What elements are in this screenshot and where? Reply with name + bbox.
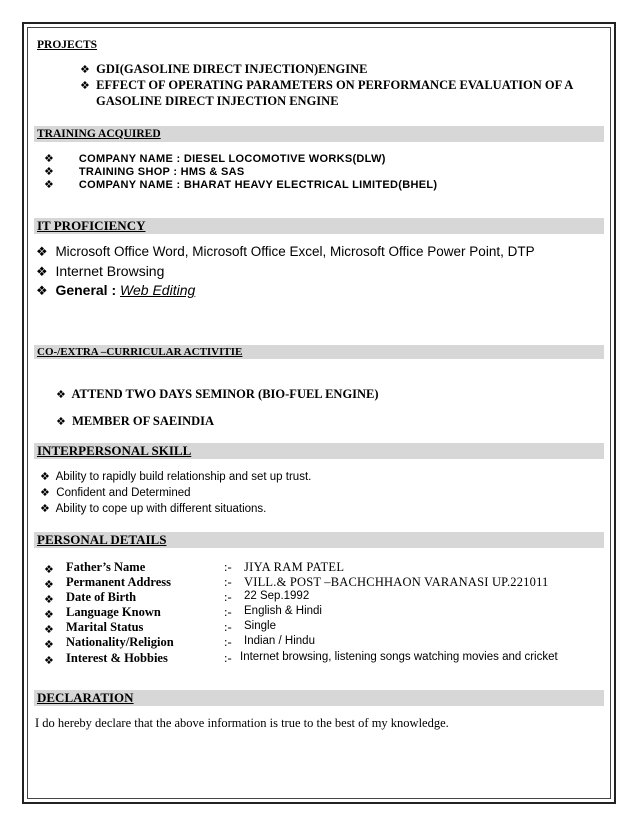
interpersonal-item-2: ❖ Confident and Determined [40, 486, 191, 499]
declaration-text: I do hereby declare that the above information is true to the best of my knowledge. [35, 716, 449, 730]
personal-separator: :- [224, 651, 232, 665]
co-item-1: ❖ ATTEND TWO DAYS SEMINOR (BIO-FUEL ENGINE) [56, 387, 379, 401]
bullet-icon: ❖ [56, 388, 66, 401]
training-header: TRAINING ACQUIRED [34, 126, 604, 142]
bullet-icon: ❖ [44, 178, 55, 191]
bullet-icon: ❖ [44, 593, 54, 606]
bullet-icon: ❖ [44, 165, 55, 178]
project-item-2: ❖ EFFECT OF OPERATING PARAMETERS ON PERFORMANCE EVALUATION OF A [80, 78, 574, 92]
training-item-1: ❖ COMPANY NAME : DIESEL LOCOMOTIVE WORKS(DLW) [44, 152, 386, 165]
personal-value: 22 Sep.1992 [244, 590, 310, 602]
training-item-2: ❖ TRAINING SHOP : HMS & SAS [44, 165, 245, 178]
bullet-icon: ❖ [36, 284, 48, 299]
personal-separator: :- [224, 635, 232, 649]
bullet-icon: ❖ [56, 415, 66, 428]
interpersonal-item-3: ❖ Ability to cope up with different situations. [40, 502, 267, 515]
bullet-icon: ❖ [44, 578, 54, 591]
bullet-icon: ❖ [44, 654, 54, 667]
bullet-icon: ❖ [44, 608, 54, 621]
co-item-2: ❖ MEMBER OF SAEINDIA [56, 414, 215, 428]
bullet-icon: ❖ [44, 623, 54, 636]
personal-separator: :- [224, 590, 232, 604]
personal-separator: :- [224, 620, 232, 634]
bullet-icon: ❖ [36, 265, 48, 280]
bullet-icon: ❖ [40, 486, 50, 499]
personal-value: JIYA RAM PATEL [244, 560, 345, 574]
it-proficiency-header: IT PROFICIENCY [34, 218, 604, 234]
project-item-1: ❖ GDI(GASOLINE DIRECT INJECTION)ENGINE [80, 62, 368, 76]
personal-value: Single [244, 620, 276, 632]
personal-label: Language Known [66, 605, 161, 619]
personal-separator: :- [224, 605, 232, 619]
project-item-2-continuation: GASOLINE DIRECT INJECTION ENGINE [96, 94, 339, 108]
it-item-2: ❖ Internet Browsing [36, 263, 165, 280]
personal-label: Nationality/Religion [66, 635, 174, 649]
personal-label: Date of Birth [66, 590, 137, 604]
personal-label: Marital Status [66, 620, 144, 634]
bullet-icon: ❖ [44, 152, 55, 165]
projects-header: PROJECTS [37, 39, 98, 51]
bullet-icon: ❖ [40, 470, 50, 483]
personal-separator: :- [224, 560, 232, 574]
bullet-icon: ❖ [36, 245, 48, 260]
personal-value: English & Hindi [244, 605, 322, 617]
personal-separator: :- [224, 575, 232, 589]
personal-value: VILL.& POST –BACHCHHAON VARANASI UP.221011 [244, 575, 549, 589]
personal-row [44, 651, 558, 669]
declaration-header: DECLARATION [34, 690, 604, 706]
it-item-1: ❖ Microsoft Office Word, Microsoft Office Excel, Microsoft Office Power Point, DTP [36, 244, 535, 260]
bullet-icon: ❖ [44, 638, 54, 651]
personal-label: Father’s Name [66, 560, 146, 574]
page-border-inner [27, 27, 611, 799]
personal-details-header: PERSONAL DETAILS [34, 532, 604, 548]
co-curricular-header: CO-/EXTRA –CURRICULAR ACTIVITIE [34, 345, 604, 359]
interpersonal-item-1: ❖ Ability to rapidly build relationship and set up trust. [40, 470, 312, 483]
personal-value: Internet browsing, listening songs watching movies and cricket [240, 651, 558, 663]
personal-value: Indian / Hindu [244, 635, 315, 647]
training-item-3: ❖ COMPANY NAME : BHARAT HEAVY ELECTRICAL LIMITED(BHEL) [44, 178, 438, 191]
bullet-icon: ❖ [40, 502, 50, 515]
bullet-icon: ❖ [44, 563, 54, 576]
bullet-icon: ❖ [80, 63, 90, 76]
interpersonal-header: INTERPERSONAL SKILL [34, 443, 604, 459]
personal-label: Interest & Hobbies [66, 651, 168, 665]
bullet-icon: ❖ [80, 79, 90, 92]
personal-label: Permanent Address [66, 575, 171, 589]
it-item-3: ❖ General : Web Editing [36, 282, 196, 299]
